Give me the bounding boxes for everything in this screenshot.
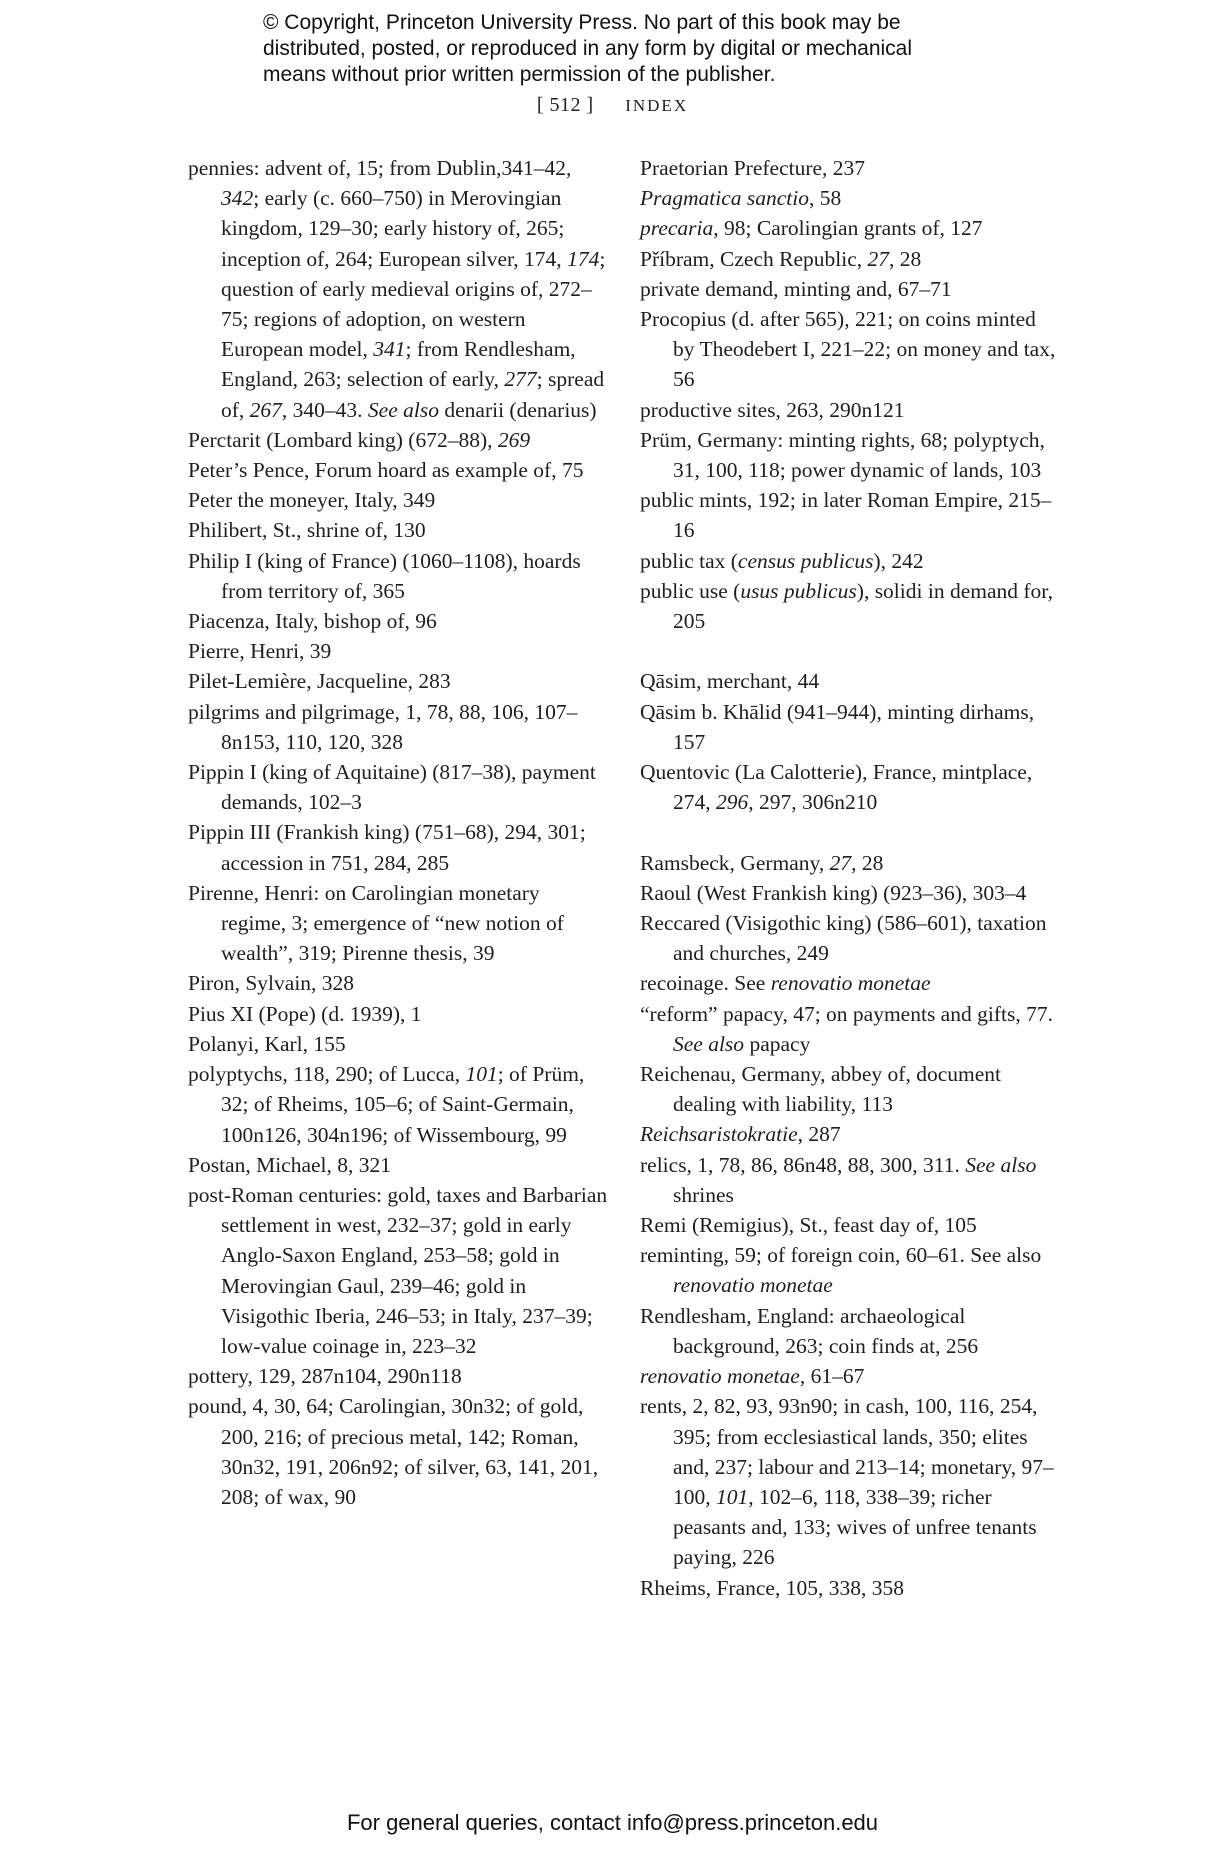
copyright-line: means without prior written permission of the publisher. xyxy=(263,63,776,86)
italic-run: renovatio monetae xyxy=(673,1273,833,1298)
index-entry: precaria, 98; Carolingian grants of, 127 xyxy=(640,216,983,241)
index-entry: Pragmatica sanctio, 58 xyxy=(640,186,842,211)
index-entry: polyptychs, 118, 290; of Lucca, 101; of Prüm, 32; of Rheims, 105–6; of Saint-Germain, 100n126, 304n196; of Wissembourg, 99 xyxy=(188,1062,585,1147)
index-entry: Reccared (Visigothic king) (586–601), taxation and churches, 249 xyxy=(640,911,1047,966)
index-entry: Qāsim b. Khālid (941–944), minting dirhams, 157 xyxy=(640,699,1035,754)
index-entry: Rheims, France, 105, 338, 358 xyxy=(640,1575,904,1600)
index-entry: relics, 1, 78, 86, 86n48, 88, 300, 311. See also shrines xyxy=(640,1152,1037,1207)
index-entry: private demand, minting and, 67–71 xyxy=(640,276,952,301)
index-entry: public tax (census publicus), 242 xyxy=(640,548,924,573)
italic-run: precaria xyxy=(640,216,714,241)
index-entry: Postan, Michael, 8, 321 xyxy=(188,1152,392,1177)
italic-run: 341 xyxy=(373,337,406,362)
index-column-left xyxy=(188,153,608,1512)
section-title: INDEX xyxy=(625,96,689,115)
index-entry: Remi (Remigius), St., feast day of, 105 xyxy=(640,1213,977,1238)
italic-run: See also xyxy=(965,1152,1037,1177)
index-entry: Pilet-Lemière, Jacqueline, 283 xyxy=(188,669,451,694)
italic-run: Reichsaristokratie xyxy=(640,1122,798,1147)
italic-run: renovatio monetae xyxy=(640,1364,800,1389)
index-entry: Prüm, Germany: minting rights, 68; polyptych, 31, 100, 118; power dynamic of lands, 103 xyxy=(640,427,1045,483)
index-entry: Raoul (West Frankish king) (923–36), 303–4 xyxy=(640,880,1027,905)
index-entry: pennies: advent of, 15; from Dublin,341–42, 342; early (c. 660–750) in Merovingian kingdom, 129–30; early history of, 265; inception of, 264; European silver, 174, 174; question of early medieval origins of, 272–75; regions of adoption, on western European model, 341; from Rendlesham, England, 263; selection of early, 277; spread of, 267, 340–43. See also denarii (denarius) xyxy=(188,156,606,422)
index-entry: post-Roman centuries: gold, taxes and Barbarian settlement in west, 232–37; gold in early Anglo-Saxon England, 253–58; gold in Merovingian Gaul, 239–46; gold in Visigothic Iberia, 246–53; in Italy, 237–39; low-value coinage in, 223–32 xyxy=(188,1182,608,1358)
index-entry: pilgrims and pilgrimage, 1, 78, 88, 106, 107–8n153, 110, 120, 328 xyxy=(188,699,578,754)
italic-run: See also xyxy=(673,1031,745,1056)
italic-run: 27 xyxy=(829,850,852,875)
index-entry: Quentovic (La Calotterie), France, mintplace, 274, 296, 297, 306n210 xyxy=(640,760,1033,815)
italic-run: See also xyxy=(367,397,439,422)
italic-run: usus publicus xyxy=(740,578,857,603)
index-entry: renovatio monetae, 61–67 xyxy=(640,1364,865,1389)
index-entry: Piacenza, Italy, bishop of, 96 xyxy=(188,609,437,634)
index-entry: Pierre, Henri, 39 xyxy=(188,639,332,664)
italic-run: 277 xyxy=(504,367,537,392)
copyright-line: © Copyright, Princeton University Press. No part of this book may be xyxy=(263,11,901,34)
italic-run: 174 xyxy=(567,246,600,271)
index-entry: pottery, 129, 287n104, 290n118 xyxy=(188,1364,462,1389)
page-number: [ 512 ] xyxy=(536,94,594,116)
index-entry: Peter the moneyer, Italy, 349 xyxy=(188,488,436,513)
index-letter-gap xyxy=(640,817,1060,847)
copyright-line: distributed, posted, or reproduced in any form by digital or mechanical xyxy=(263,37,913,60)
index-entry: Philibert, St., shrine of, 130 xyxy=(188,518,426,543)
index-entry: Procopius (d. after 565), 221; on coins minted by Theodebert I, 221–22; on money and tax, 56 xyxy=(640,307,1056,392)
index-entry: productive sites, 263, 290n121 xyxy=(640,397,905,422)
italic-run: 342 xyxy=(221,186,254,211)
index-entry: “reform” papacy, 47; on payments and gifts, 77. See also papacy xyxy=(640,1001,1053,1056)
index-entry: Polanyi, Karl, 155 xyxy=(188,1031,346,1056)
index-entry: Ramsbeck, Germany, 27, 28 xyxy=(640,850,884,875)
index-entry: Piron, Sylvain, 328 xyxy=(188,971,355,996)
index-entry: rents, 2, 82, 93, 93n90; in cash, 100, 116, 254, 395; from ecclesiastical lands, 350; elites and, 237; labour and 213–14; monetary, 97–100, 101, 102–6, 118, 338–39; richer peasants and, 133; wives of unfree tenants paying, 226 xyxy=(640,1394,1054,1570)
italic-run: Pragmatica sanctio xyxy=(640,186,809,211)
italic-run: 269 xyxy=(497,427,531,452)
italic-run: 267 xyxy=(249,397,282,422)
index-entry: Perctarit (Lombard king) (672–88), 269 xyxy=(188,427,531,452)
copyright-notice xyxy=(263,10,1023,88)
index-entry: Qāsim, merchant, 44 xyxy=(640,669,820,694)
index-entry: Reichsaristokratie, 287 xyxy=(640,1122,841,1147)
index-entry: Pirenne, Henri: on Carolingian monetary regime, 3; emergence of “new notion of wealth”, 319; Pirenne thesis, 39 xyxy=(188,880,564,966)
italic-run: 27 xyxy=(867,246,889,271)
italic-run: 296 xyxy=(716,790,749,815)
index-column-right xyxy=(640,153,1060,1603)
index-entry: public use (usus publicus), solidi in demand for, 205 xyxy=(640,578,1053,634)
index-entry: reminting, 59; of foreign coin, 60–61. See also renovatio monetae xyxy=(640,1243,1042,1298)
index-entry: Peter’s Pence, Forum hoard as example of, 75 xyxy=(188,458,584,483)
italic-run: 101 xyxy=(716,1484,749,1509)
italic-run: 101 xyxy=(465,1062,498,1087)
italic-run: census publicus xyxy=(737,548,874,573)
index-entry: recoinage. See renovatio monetae xyxy=(640,971,931,996)
index-entry: Pippin III (Frankish king) (751–68), 294, 301; accession in 751, 284, 285 xyxy=(188,820,586,875)
index-entry: Rendlesham, England: archaeological background, 263; coin finds at, 256 xyxy=(640,1303,979,1358)
index-entry: Příbram, Czech Republic, 27, 28 xyxy=(640,246,922,271)
running-head xyxy=(0,94,1225,117)
index-entry: pound, 4, 30, 64; Carolingian, 30n32; of gold, 200, 216; of precious metal, 142; Roman, 30n32, 191, 206n92; of silver, 63, 141, 201, 208; of wax, 90 xyxy=(188,1394,599,1509)
index-entry: Reichenau, Germany, abbey of, document dealing with liability, 113 xyxy=(640,1062,1001,1117)
italic-run: renovatio monetae xyxy=(770,971,931,996)
index-letter-gap xyxy=(640,636,1060,666)
index-entry: public mints, 192; in later Roman Empire, 215–16 xyxy=(640,488,1052,543)
index-entry: Praetorian Prefecture, 237 xyxy=(640,156,866,180)
index-entry: Pippin I (king of Aquitaine) (817–38), payment demands, 102–3 xyxy=(188,760,596,815)
footer-contact: For general queries, contact info@press.princeton.edu xyxy=(346,1810,879,1835)
index-entry: Pius XI (Pope) (d. 1939), 1 xyxy=(188,1001,422,1026)
index-entry: Philip I (king of France) (1060–1108), hoards from territory of, 365 xyxy=(188,548,581,603)
